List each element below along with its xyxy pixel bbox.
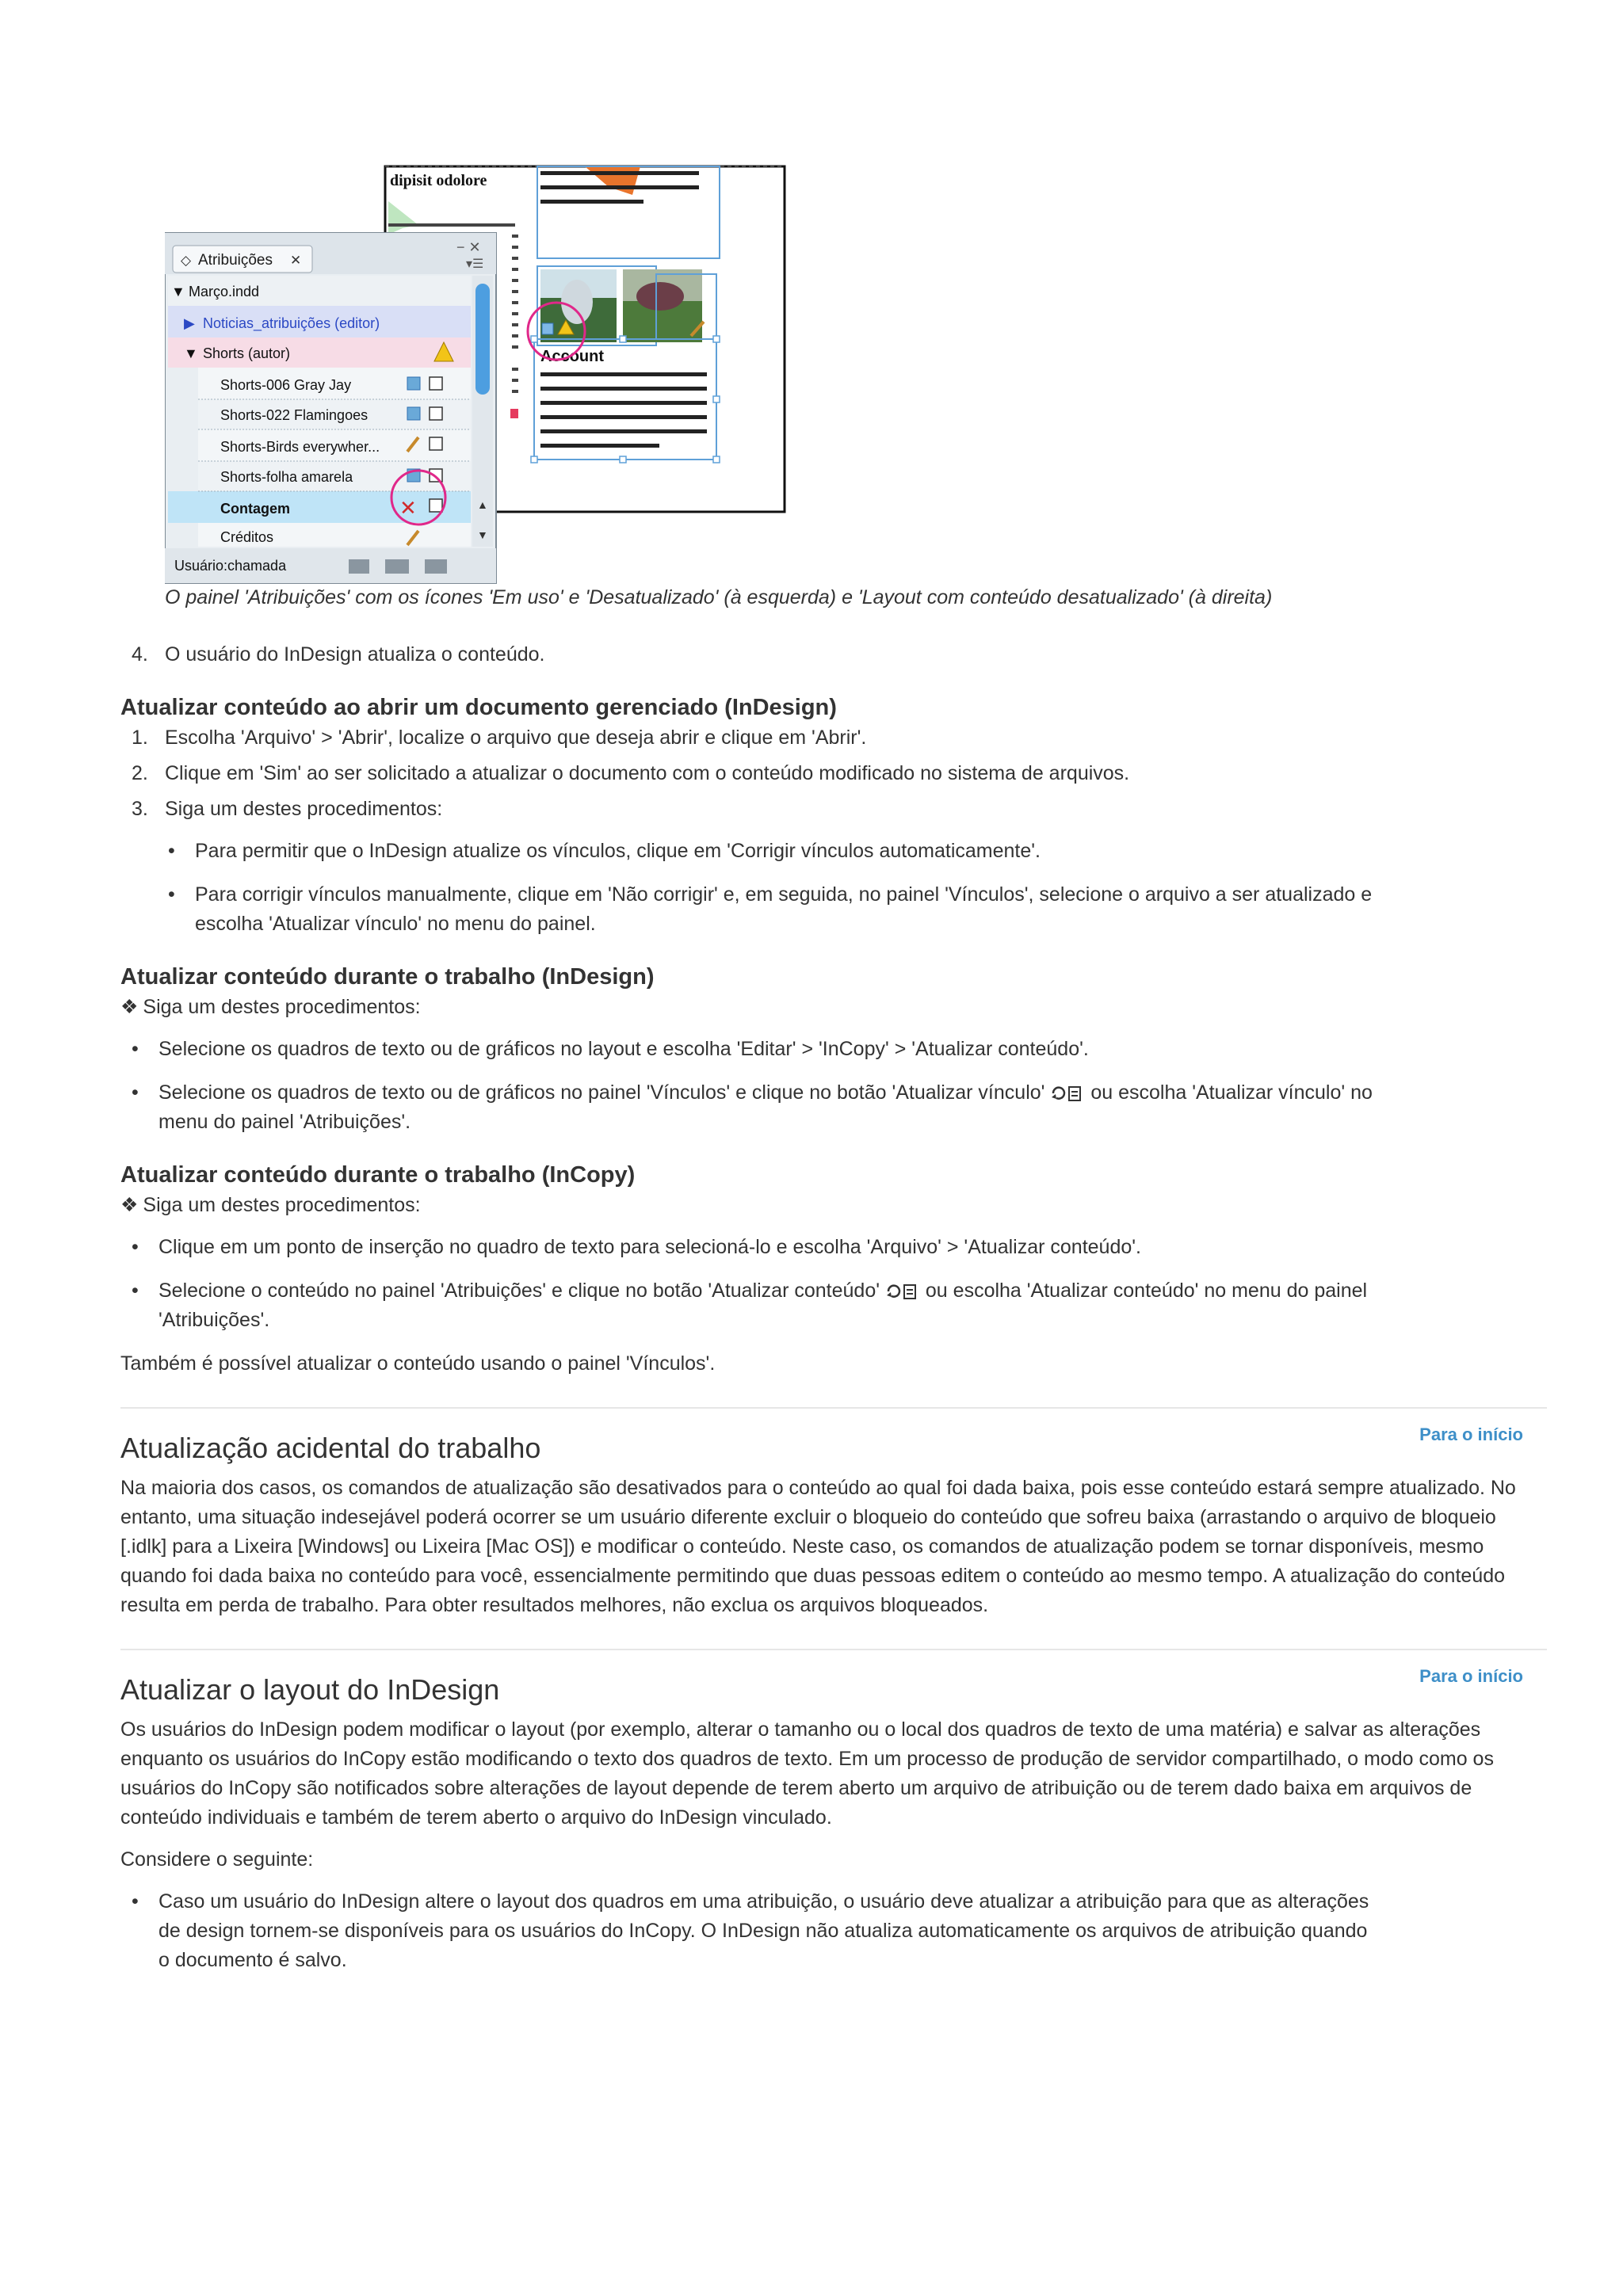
diamond-bullet-icon: ❖ xyxy=(120,1194,139,1216)
panel-menu-icon[interactable]: ▾☰ xyxy=(466,257,484,271)
figure-caption: O painel 'Atribuições' com os ícones 'Em uso' e 'Desatualizado' (à esquerda) e 'Layout com conteúdo desatualizado' (à direita) xyxy=(165,586,1273,608)
svg-text:▶: ▶ xyxy=(184,315,195,331)
list-item: • Para permitir que o InDesign atualize os vínculos, clique em 'Corrigir vínculos automaticamente'. xyxy=(120,837,1404,866)
step-item: 2. Clique em 'Sim' ao ser solicitado a atualizar o documento com o conteúdo modificado no sistema de arquivos. xyxy=(132,762,1130,784)
row-item-gray-jay[interactable]: Shorts-006 Gray Jay xyxy=(220,377,352,393)
row-item-creditos[interactable]: Créditos xyxy=(220,529,274,545)
row-assignment-editor[interactable]: Noticias_atribuições (editor) xyxy=(203,315,380,331)
back-to-top-link[interactable]: Para o início xyxy=(1419,1666,1523,1686)
step-item: 1. Escolha 'Arquivo' > 'Abrir', localize o arquivo que deseja abrir e clique em 'Abrir'. xyxy=(132,727,867,749)
panel-tab-assignments[interactable]: Atribuições xyxy=(198,252,273,269)
update-content-icon xyxy=(885,1283,920,1300)
main-content xyxy=(120,634,1547,1989)
close-icon[interactable]: ✕ xyxy=(290,253,302,268)
section-title: Atualizar conteúdo ao abrir um documento gerenciado (InDesign) xyxy=(120,695,837,720)
svg-text:◇: ◇ xyxy=(181,253,192,268)
procedure-intro: ❖ Siga um destes procedimentos: xyxy=(120,996,421,1018)
section-heading: Atualizar o layout do InDesign xyxy=(120,1673,500,1706)
section-accidental-update xyxy=(120,1407,1547,1620)
assignments-panel-figure xyxy=(165,163,1060,588)
step-4: 4. O usuário do InDesign atualiza o conteúdo. xyxy=(132,643,545,666)
step-item: 3. Siga um destes procedimentos: xyxy=(132,798,443,820)
section-title: Atualizar conteúdo durante o trabalho (InCopy) xyxy=(120,1162,636,1188)
doc-fragment: Account xyxy=(540,348,604,365)
svg-text:▲: ▲ xyxy=(477,498,488,511)
svg-text:✕: ✕ xyxy=(399,496,417,520)
list-item: • Clique em um ponto de inserção no quadro de texto para selecioná-lo e escolha 'Arquivo' > 'Atualizar conteúdo'. xyxy=(120,1233,1373,1262)
list-item: • Caso um usuário do InDesign altere o layout dos quadros em uma atribuição, o usuário deve atualizar a atribuição para que as alterações de design tornem-se disponíveis para os usuários do InCopy. O InDesign não atualiza automaticamente os arquivos de atribuição quando o documento é salvo. xyxy=(120,1887,1373,1975)
svg-text:▼: ▼ xyxy=(477,528,488,541)
list-item: • Selecione o conteúdo no painel 'Atribuições' e clique no botão 'Atualizar conteúdo' ou escolha 'Atualizar conteúdo' no menu do painel 'Atribuições'. xyxy=(120,1276,1373,1335)
procedure-intro: ❖ Siga um destes procedimentos: xyxy=(120,1194,421,1216)
row-item-folha[interactable]: Shorts-folha amarela xyxy=(220,469,353,485)
paragraph: Considere o seguinte: xyxy=(120,1848,314,1871)
section-update-layout xyxy=(120,1649,1547,1975)
svg-text:▼: ▼ xyxy=(171,284,185,299)
svg-text:▼: ▼ xyxy=(184,345,198,361)
row-item-birds[interactable]: Shorts-Birds everywher... xyxy=(220,439,380,455)
list-item: • Para corrigir vínculos manualmente, clique em 'Não corrigir' e, em seguida, no painel 'Vínculos', selecione o arquivo a ser atualizado e escolha 'Atualizar vínculo' no menu do painel. xyxy=(120,880,1404,939)
diamond-bullet-icon: ❖ xyxy=(120,996,139,1018)
update-link-icon xyxy=(1050,1085,1085,1102)
back-to-top-link[interactable]: Para o início xyxy=(1419,1425,1523,1444)
row-item-contagem[interactable]: Contagem xyxy=(220,501,291,517)
row-doc[interactable]: Março.indd xyxy=(189,284,260,299)
paragraph: Os usuários do InDesign podem modificar o layout (por exemplo, alterar o tamanho ou o local dos quadros de texto de uma matéria) e salvar as alterações enquanto os usuários do InCopy estão modificando o texto dos quadros de texto. Em um processo de produção de servidor compartilhado, o modo como os usuários do InCopy são notificados sobre alterações de layout depende de terem aberto um arquivo de atribuição ou de terem dado baixa em arquivos de conteúdo individuais e também de terem aberto o arquivo do InDesign vinculado. xyxy=(120,1718,1494,1829)
user-label: Usuário:chamada xyxy=(174,558,287,574)
svg-text:− ✕: − ✕ xyxy=(456,239,481,255)
paragraph: Na maioria dos casos, os comandos de atualização são desativados para o conteúdo ao qual foi dada baixa, pois esse conteúdo estará sempre atualizado. No entanto, uma situação indesejável poderá ocorrer se um usuário diferente excluir o bloqueio do conteúdo que sofreu baixa (arrastando o arquivo de bloqueio [.idlk] para a Lixeira [Windows] ou Lixeira [Mac OS]) e modificar o conteúdo. Neste caso, os comandos de atualização podem se tornar disponíveis, mesmo quando foi dada baixa no conteúdo para você, essencialmente permitindo que duas pessoas editem o conteúdo ao mesmo tempo. A atualização do conteúdo resulta em perda de trabalho. Para obter resultados melhores, não exclua os arquivos bloqueados. xyxy=(120,1477,1516,1616)
section-title: Atualizar conteúdo durante o trabalho (InDesign) xyxy=(120,964,655,990)
list-item: • Selecione os quadros de texto ou de gráficos no painel 'Vínculos' e clique no botão 'Atualizar vínculo' ou escolha 'Atualizar vínculo' no menu do painel 'Atribuições'. xyxy=(120,1078,1373,1137)
row-assignment-author[interactable]: Shorts (autor) xyxy=(203,345,291,361)
list-item: • Selecione os quadros de texto ou de gráficos no layout e escolha 'Editar' > 'InCopy' > 'Atualizar conteúdo'. xyxy=(120,1035,1373,1064)
section-heading: Atualização acidental do trabalho xyxy=(120,1432,541,1464)
assignments-list xyxy=(168,276,471,547)
paragraph: Também é possível atualizar o conteúdo usando o painel 'Vínculos'. xyxy=(120,1352,716,1375)
row-item-flamingoes[interactable]: Shorts-022 Flamingoes xyxy=(220,407,369,423)
doc-heading: dipisit odolore xyxy=(390,172,487,189)
